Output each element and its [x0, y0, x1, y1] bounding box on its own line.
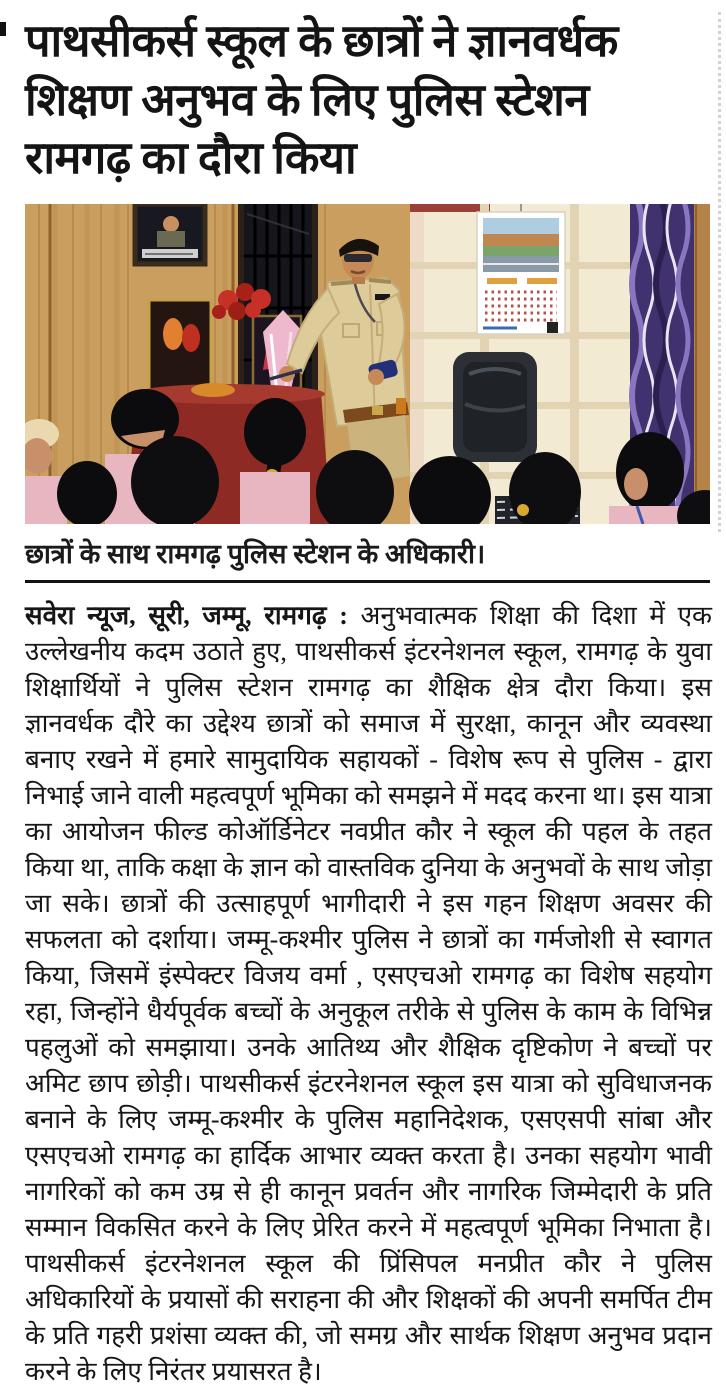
article-body — [25, 598, 712, 1390]
newspaper-page — [0, 12, 726, 1386]
wall-calendar — [477, 204, 565, 334]
dateline: सवेरा न्यूज, सूरी, जम्मू, रामगढ़ : — [25, 600, 348, 630]
news-photo-illustration — [25, 204, 710, 524]
photo-caption: छात्रों के साथ रामगढ़ पुलिस स्टेशन के अधिकारी। — [25, 538, 486, 569]
column-divider-rule — [718, 12, 721, 532]
news-photo — [25, 204, 710, 524]
body-text: अनुभवात्मक शिक्षा की दिशा में एक उल्लेखनीय कदम उठाते हुए, पाथसीकर्स इंटरनेशनल स्कूल, रामगढ़ के युवा शिक्षार्थियों ने पुलिस स्टेशन रामगढ़ का शैक्षिक क्षेत्र दौरा किया। इस ज्ञानवर्धक दौरे का उद्देश्य छात्रों को समाज में सुरक्षा, कानून और व्यवस्था बनाए रखने में हमारे सामुदायिक सहायकों - विशेष रूप से पुलिस - द्वारा निभाई जाने वाली महत्वपूर्ण भूमिका को समझने में मदद करना था। इस यात्रा का आयोजन फील्ड कोऑर्डिनेटर नवप्रीत कौर ने स्कूल की पहल के तहत किया था, ताकि कक्षा के ज्ञान को वास्तविक दुनिया के अनुभवों के साथ जोड़ा जा सके। छात्रों की उत्साहपूर्ण भागीदारी ने इस गहन शिक्षण अवसर की सफलता को दर्शाया। जम्मू-कश्मीर पुलिस ने छात्रों का गर्मजोशी से स्वागत किया, जिसमें इंस्पेक्टर विजय वर्मा , एसएचओ रामगढ़ का विशेष सहयोग रहा, जिन्होंने धैर्यपूर्वक बच्चों के अनुकूल तरीके से पुलिस के काम के विभिन्न पहलुओं को समझाया। उनके आतिथ्य और शैक्षिक दृष्टिकोण ने बच्चों पर अमिट छाप छोड़ी। पाथसीकर्स इंटरनेशनल स्कूल इस यात्रा को सुविधाजनक बनाने के लिए जम्मू-कश्मीर के पुलिस महानिदेशक, एसएसपी सांबा और एसएचओ रामगढ़ का हार्दिक आभार व्यक्त करता है। उनका सहयोग भावी नागरिकों को कम उम्र से ही कानून प्रवर्तन और नागरिक जिम्मेदारी के प्रति सम्मान विकसित करने के लिए प्रेरित करने में महत्वपूर्ण भूमिका निभाता है।पाथसीकर्स इंटरनेशनल स्कूल की प्रिंसिपल मनप्रीत कौर ने पुलिस अधिकारियों के प्रयासों की सराहना की और शिक्षकों की अपनी समर्पित टीम के प्रति गहरी प्रशंसा व्यक्त की, जो समग्र और सार्थक शिक्षण अनुभव प्रदान करने के लिए निरंतर प्रयासरत है। — [25, 600, 712, 1386]
office-chair — [453, 352, 537, 462]
wall-portrait-frame — [135, 204, 205, 264]
print-registration-mark — [0, 22, 6, 36]
caption-divider-rule — [25, 580, 710, 583]
article-headline: पाथसीकर्स स्कूल के छात्रों ने ज्ञानवर्धक शिक्षण अनुभव के लिए पुलिस स्टेशन रामगढ़ का दौरा किया — [25, 16, 618, 183]
